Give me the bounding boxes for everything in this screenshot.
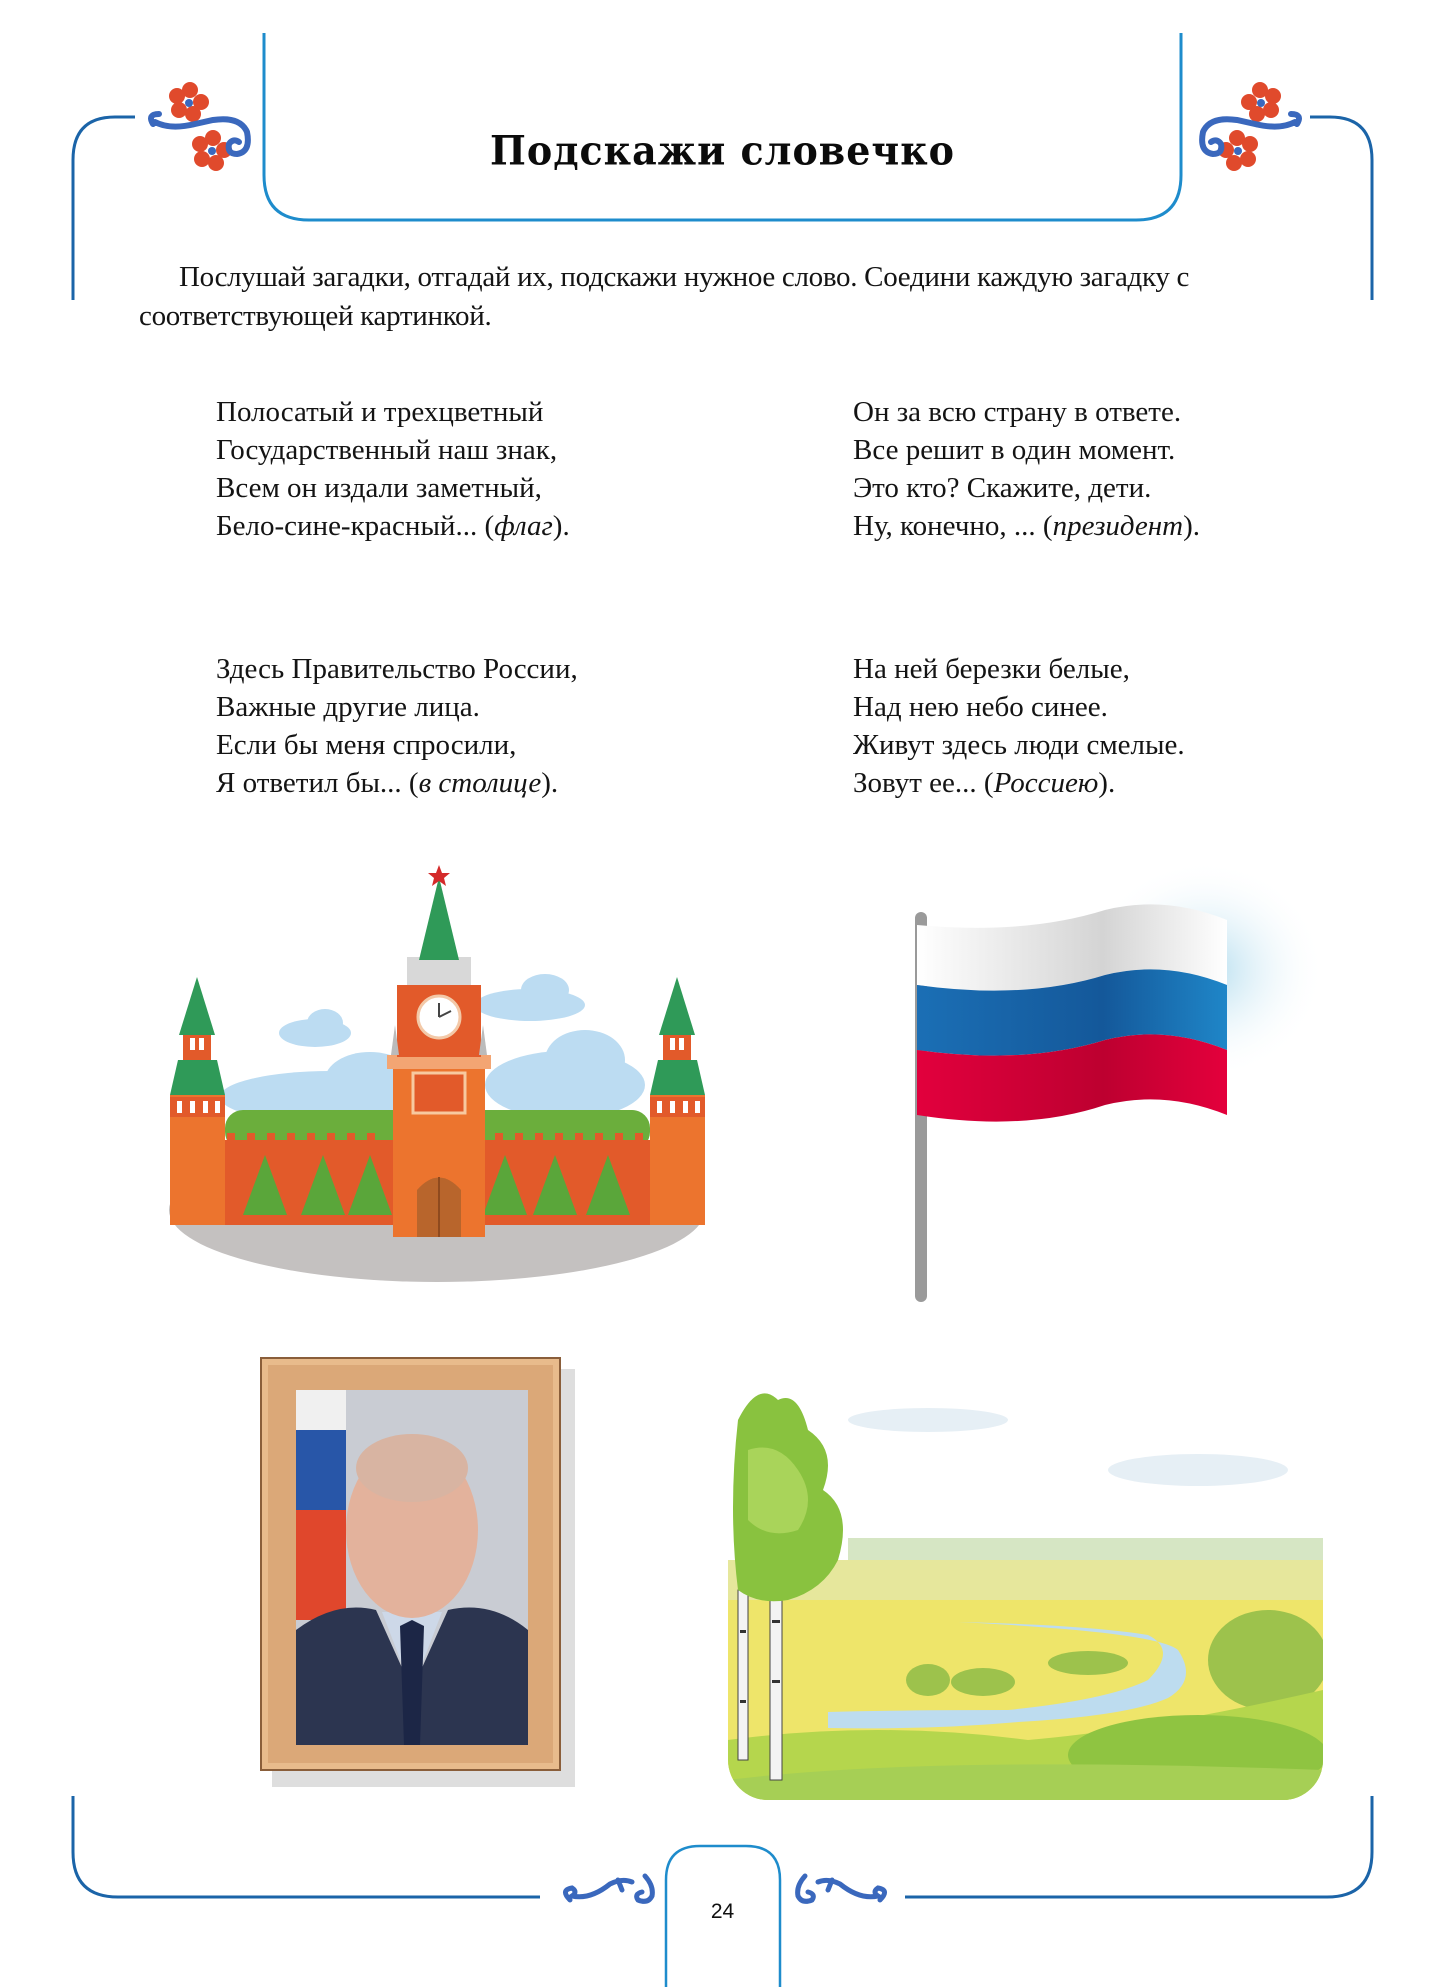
riddle-line: На ней березки белые, (853, 653, 1130, 685)
riddle-last-suffix: ). (541, 767, 559, 799)
riddle-answer: в столице (418, 767, 542, 799)
riddle-answer: президент (1052, 510, 1184, 542)
kremlin-illustration[interactable] (165, 865, 710, 1285)
floral-ornament-left-icon (145, 80, 260, 175)
riddle-answer: флаг (494, 510, 553, 542)
birch-river-landscape[interactable] (728, 1360, 1323, 1800)
riddle-flag (216, 393, 570, 545)
riddle-line: Если бы меня спросили, (216, 729, 517, 761)
floral-ornament-right-icon (1190, 80, 1305, 175)
riddle-last-prefix: Ну, конечно, ... ( (853, 510, 1053, 542)
riddle-line: Все решит в один момент. (853, 434, 1176, 466)
riddle-president (853, 393, 1200, 545)
scroll-ornament-right-icon (790, 1870, 900, 1920)
page-number: 24 (710, 1900, 735, 1923)
instructions-text: Послушай загадки, отгадай их, подскажи нужное слово. Соедини каждую загадку с соответствующей картинкой. (139, 261, 1190, 332)
page-title: Подскажи словечко (489, 126, 955, 175)
riddle-line: Полосатый и трехцветный (216, 396, 544, 428)
riddle-last-suffix: ). (552, 510, 570, 542)
riddle-capital (216, 650, 578, 802)
president-portrait[interactable] (260, 1357, 563, 1775)
riddle-russia (853, 650, 1185, 802)
riddle-last-prefix: Зовут ее... ( (853, 767, 994, 799)
riddle-line: Всем он издали заметный, (216, 472, 542, 504)
riddle-line: Это кто? Скажите, дети. (853, 472, 1152, 504)
riddle-last-prefix: Я ответил бы... ( (216, 767, 419, 799)
riddle-last-line (216, 764, 578, 802)
riddle-last-prefix: Бело-сине-красный... ( (216, 510, 495, 542)
riddle-line: Здесь Правительство России, (216, 653, 578, 685)
riddle-last-suffix: ). (1183, 510, 1201, 542)
riddle-last-line (853, 507, 1200, 545)
scroll-ornament-left-icon (550, 1870, 660, 1920)
riddle-last-line (216, 507, 570, 545)
riddle-line: Государственный наш знак, (216, 434, 558, 466)
riddle-answer: Россиею (993, 767, 1099, 799)
riddle-line: Живут здесь люди смелые. (853, 729, 1185, 761)
riddle-line: Он за всю страну в ответе. (853, 396, 1182, 428)
portrait-photo (296, 1390, 528, 1745)
russian-flag-illustration[interactable] (905, 860, 1325, 1310)
riddle-last-line (853, 764, 1185, 802)
riddle-line: Важные другие лица. (216, 691, 480, 723)
riddle-line: Над нею небо синее. (853, 691, 1108, 723)
riddle-last-suffix: ). (1098, 767, 1116, 799)
